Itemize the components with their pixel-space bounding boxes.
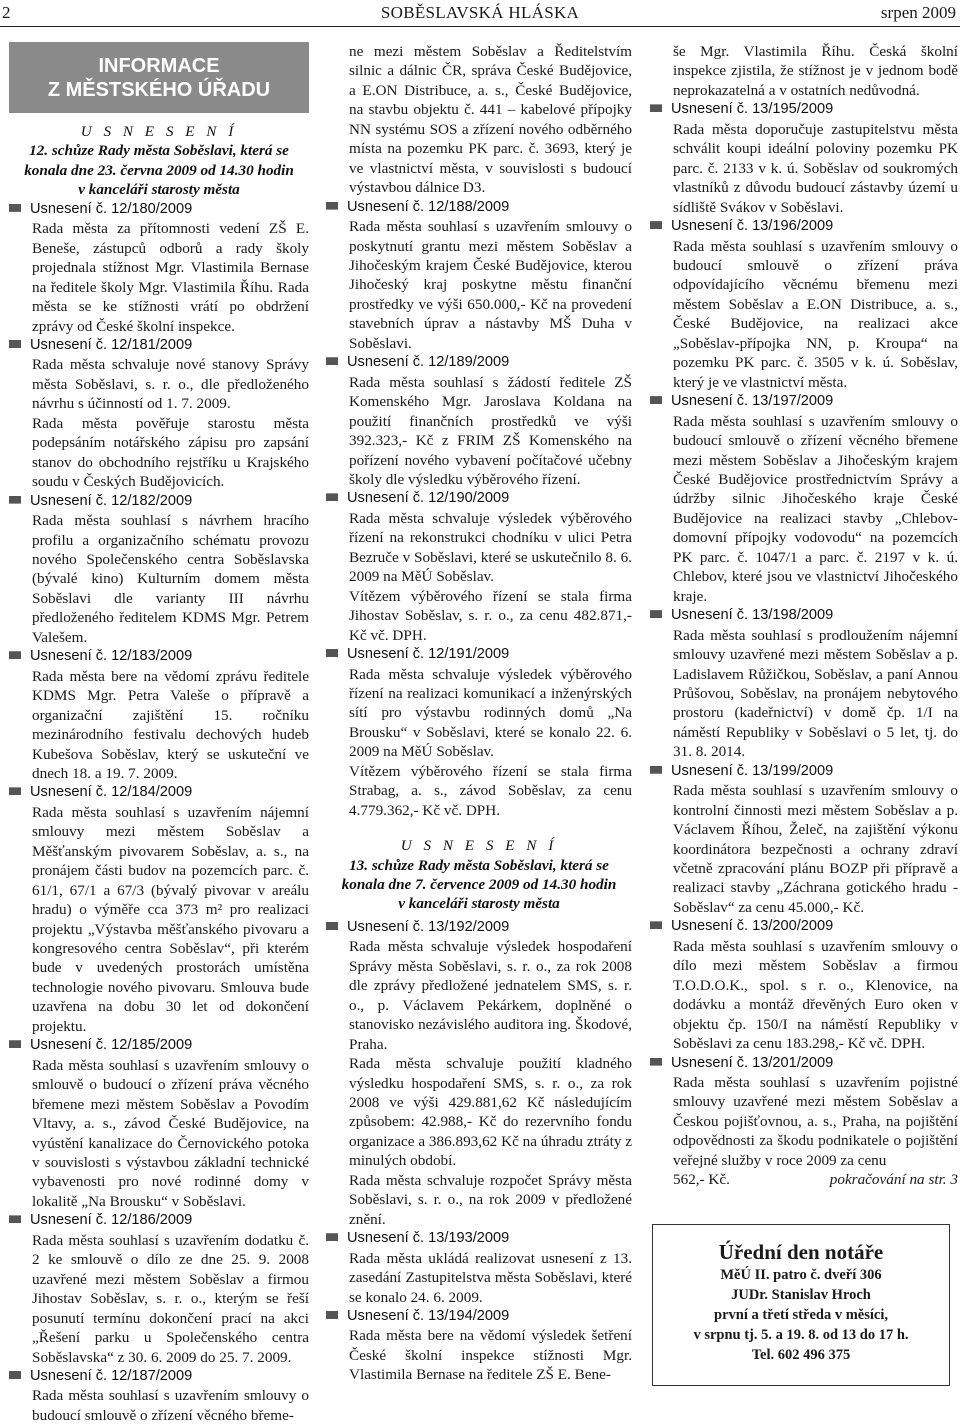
bullet-icon [650,766,662,774]
resolution-text: Rada města schvaluje nové stanovy Správy města Soběslavi, s. r. o., dle předloženého návrhu s účinností od 1. 7. 2009. [32,356,309,413]
usneseni-title: U S N E S E N Í [400,837,558,855]
meeting-line: konala dne 7. července 2009 od 14.30 hodin [341,876,617,894]
resolution-text: Rada města schvaluje použití kladného výsledku hospodaření SMS, s. r. o., za rok 2008 ve výši 429.881,62 Kč následujícím způsobem: 42.988,- Kč do rezervního fondu organizace a 386.893,62 Kč na úhradu ztráty z minulých období. [349,1055,632,1170]
bullet-icon [326,649,338,657]
resolution-text: Rada města souhlasí s uzavřením smlouvy o budoucí smlouvě o zřízení věcného břemene mezi městem Soběslav a Jihočeským krajem České Budějovice prostřednictvím Správy a údržby silnic Jihočeského kraje České Budějovice na realizaci stavby „Chlebov-domovní přípojky vodovodu“ na pozemcích PK parc. č. 1047/1 a parc. č. 2197 v k. ú. Chlebov, které jsou ve vlastnictví Jihočeského kraje. [673,412,958,605]
resolution-text: Rada města za přítomnosti vedení ZŠ E. Beneše, zástupců odborů a rady školy projednala stížnost Mgr. Vlastimila Bernase na ředitele školy Mgr. Vlastimila Říhu. Rada města se ke stížnosti vrátí po obdržení zprávy od České školní inspekce. [32,220,309,335]
bullet-icon [326,922,338,930]
resolution-title: Usnesení č. 13/198/2009 [650,606,958,625]
resolution-title: Usnesení č. 13/195/2009 [650,100,958,119]
resolution-title: Usnesení č. 12/188/2009 [326,198,632,217]
resolution-text: Rada města bere na vědomí výsledek šetření České školní inspekce stížnosti Mgr. Vlastimila Bernase na ředitele ZŠ E. Bene- [349,1327,632,1384]
bullet-icon [9,1040,21,1048]
issue-date: srpen 2009 [880,3,956,22]
bullet-icon [9,340,21,348]
resolution-text-continued: ne mezi městem Soběslav a Ředitelstvím silnic a dálnic ČR, správa České Budějovice, a E.ON Distribuce, a. s., České Budějovice, na stavbu objektu č. 441 – kabelové přípojky NN systému SOS a zřízení nového odběrného místa na pozemku PK parc. č. 3693, který je ve vlastnictví města, v souvislosti s budoucí výstavbou dálnice D3. [349,43,632,197]
resolution-text: Rada města souhlasí s uzavřením dodatku č. 2 ke smlouvě o dílo ze dne 25. 9. 2008 uzavřené mezi městem Soběslav a firmou Jihostav Soběslav, s. r. o., kterým se řeší posunutí termínu dokončení prací na akci „Řešení parku u Společenského centra Soběslavska“ z 30. 6. 2009 do 25. 7. 2009. [32,1231,309,1366]
resolution-title: Usnesení č. 12/184/2009 [9,783,309,802]
resolution-price: 562,- Kč. [673,1171,730,1189]
newspaper-title: SOBĚSLAVSKÁ HLÁSKA [380,3,580,22]
resolution-title: Usnesení č. 12/185/2009 [9,1036,309,1055]
bullet-icon [650,396,662,404]
column-1 [9,42,309,1425]
meeting-line: 13. schůze Rady města Soběslavi, která se [349,856,609,874]
resolution-title: Usnesení č. 13/197/2009 [650,392,958,411]
bullet-icon [9,1371,21,1379]
resolution-text: Rada města souhlasí s prodloužením nájemní smlouvy uzavřené mezi městem Soběslav a p. Ladislavem Růžičkou, Soběslav, a paní Annou Průšovou, Soběslav, na pronájem nebytového prostoru (kadeřnictví) v domě čp. 1/I na náměstí Republiky v Soběslavi o 5 let, tj. do 31. 8. 2014. [673,626,958,761]
column-2 [326,42,632,1385]
resolution-title: Usnesení č. 13/200/2009 [650,917,958,936]
resolution-title: Usnesení č. 12/186/2009 [9,1211,309,1230]
resolution-text-continued: še Mgr. Vlastimila Říhu. Česká školní inspekce zjistila, že stížnost je v jednom bodě neprokazatelná a v ostatních nedůvodná. [673,43,958,99]
resolution-title: Usnesení č. 12/189/2009 [326,353,632,372]
resolution-text: Rada města souhlasí s uzavřením smlouvy o budoucí smlouvě o zřízení věcného břeme- [32,1387,309,1424]
resolution-text: Rada města souhlasí s uzavřením smlouvy o dílo mezi městem Soběslav a firmou T.O.D.O.K., spol. s r. o., Klenovice, na dodávku a montáž dřevěných Euro oken v objektu čp. 150/I na náměstí Republiky v Soběslavi za cenu 183.298,- Kč vč. DPH. [673,937,958,1053]
resolution-text: Rada města schvaluje výsledek hospodaření Správy města Soběslavi, s. r. o., za rok 2008 dle zprávy předložené jednatelem SMS, s. r. o., p. Václavem Pekárkem, doplněné o stanovisko nezávislého auditora ing. Škodové, Praha. [349,938,632,1053]
resolution-text: Vítězem výběrového řízení se stala firma Strabag, a. s., závod Soběslav, za cenu 4.779.362,- Kč vč. DPH. [349,762,632,819]
resolution-text: Vítězem výběrového řízení se stala firma Jihostav Soběslav, s. r. o., za cenu 482.871,- Kč vč. DPH. [349,587,632,644]
notary-box [652,1224,950,1386]
resolution-title: Usnesení č. 13/199/2009 [650,762,958,781]
bullet-icon [9,496,21,504]
meeting-12-heading [9,122,309,200]
resolution-title: Usnesení č. 12/181/2009 [9,336,309,355]
bullet-icon [650,104,662,112]
resolution-text: Rada města ukládá realizovat usnesení z 13. zasedání Zastupitelstva města Soběslavi, které se konalo 24. 6. 2009. [349,1249,632,1306]
resolution-title: Usnesení č. 12/191/2009 [326,645,632,664]
bullet-icon [326,1311,338,1319]
page-number: 2 [2,3,11,22]
notary-title: Úřední den notáře [718,1240,884,1264]
bullet-icon [650,1058,662,1066]
section-banner-line1: INFORMACE [98,55,220,77]
bullet-icon [9,787,21,795]
bullet-icon [9,204,21,212]
notary-line: první a třetí středa v měsíci, [714,1307,888,1323]
bullet-icon [326,1233,338,1241]
usneseni-title: U S N E S E N Í [80,123,238,140]
meeting-line: v kanceláři starosty města [78,181,240,199]
resolution-text: Rada města souhlasí s uzavřením pojistné smlouvy uzavřené mezi městem Soběslav a Českou pojišťovnou, a. s., Praha, na pojištění odpovědnosti za škodu podnikatele o pojištění veřejné služby v roce 2009 za cenu [673,1074,958,1169]
meeting-13-heading [326,836,632,914]
bullet-icon [650,221,662,229]
bullet-icon [650,921,662,929]
notary-line: Tel. 602 496 375 [751,1347,851,1363]
resolution-text: Rada města souhlasí s uzavřením smlouvy o kontrolní činnosti mezi městem Soběslav a p. Václavem Říhou, Želeč, na zajištění výkonu koordinátora bezpečnosti a ochrany zdraví včetně zpracování plánu BOZP při přípravě a realizaci stavby „Záchrana gotického hradu - Soběslav“ za cenu 45.000,- Kč. [673,782,958,916]
resolution-title: Usnesení č. 12/180/2009 [9,200,309,219]
resolution-title: Usnesení č. 13/192/2009 [326,918,632,937]
notary-line: v srpnu tj. 5. a 19. 8. od 13 do 17 h. [693,1327,909,1343]
meeting-line: konala dne 23. června 2009 od 14.30 hodin [24,161,294,179]
notary-line: MěÚ II. patro č. dveří 306 [720,1267,882,1283]
resolution-title: Usnesení č. 13/196/2009 [650,217,958,236]
column-3 [650,42,958,1190]
bullet-icon [326,493,338,501]
bullet-icon [326,202,338,210]
section-banner-line2: Z MĚSTSKÉHO ÚŘADU [47,79,271,101]
resolution-last-line [650,1170,958,1189]
header-rule [0,26,960,27]
resolution-text: Rada města schvaluje výsledek výběrového řízení na realizaci komunikací a inženýrských sítí pro výstavbu rodinných domů „Na Brousku“ v Soběslavi, které se konalo 22. 6. 2009 na MěÚ Soběslav. [349,665,632,761]
bullet-icon [326,357,338,365]
resolution-text: Rada města schvaluje výsledek výběrového řízení na rekonstrukci chodníku v ulici Petra Bezruče v Soběslavi, které se uskutečnilo 8. 6. 2009 na MěÚ Soběslav. [349,509,632,586]
bullet-icon [650,610,662,618]
resolution-title: Usnesení č. 13/194/2009 [326,1307,632,1326]
resolution-text: Rada města pověřuje starostu města podepsáním notářského zápisu pro zapsání stanov do obchodního rejstříku u Krajského soudu v Českých Budějovicích. [32,414,309,491]
resolution-text: Rada města doporučuje zastupitelstvu města schválit koupi ideální poloviny pozemku PK parc. č. 2133 v k. ú. Soběslav od soukromých vlastníků z důvodu budoucí zástavby území u sídliště Svákov v Soběslavi. [673,120,958,216]
meeting-line: v kanceláři starosty města [398,895,560,913]
meeting-line: 12. schůze Rady města Soběslavi, která se [29,142,289,160]
resolution-title: Usnesení č. 12/187/2009 [9,1367,309,1386]
resolution-title: Usnesení č. 12/190/2009 [326,489,632,508]
bullet-icon [9,651,21,659]
continued-link[interactable]: pokračování na str. 3 [829,1171,958,1189]
resolution-title: Usnesení č. 13/201/2009 [650,1054,958,1073]
resolution-title: Usnesení č. 12/182/2009 [9,492,309,511]
section-banner [9,42,309,113]
resolution-text: Rada města souhlasí s uzavřením nájemní smlouvy mezi městem Soběslav a Měšťanským pivovarem Soběslav, a. s., na pronájem části budov na pozemcích parc. č. 61/1, 67/1 a 67/3 (bývalý pivovar v areálu hradu) o výměře cca 373 m² pro realizaci projektu „Výstavba měšťanského pivovaru a kongresového centra Soběslav“, při kterém bude v uvedených prostorách umístěna technologie nového pivovaru. Smlouva bude uzavřena na dobu 30 let od dokončení projektu. [32,803,309,1035]
resolution-text: Rada města souhlasí s uzavřením smlouvy o smlouvě o budoucí o zřízení práva věcného břemene mezi městem Soběslav a Povodím Vltavy, a. s., závod České Budějovice, na vyústění kanalizace do Černovického potoka v souvislosti s výstavbou základní technické vybavenosti pro nové rodinné domy v lokalitě „Na Brousku“ v Soběslavi. [32,1056,309,1210]
resolution-text: Rada města souhlasí s návrhem hracího profilu a organizačního schématu provozu nového Společenského centra Soběslavska (bývalé kino) Kulturním domem města Soběslavi dle varianty III návrhu předloženého ředitelem KDMS Mgr. Petrem Valešem. [32,512,309,646]
resolution-text: Rada města souhlasí s uzavřením smlouvy o budoucí smlouvě o zřízení práva odpovídajícího věcnému břemenu mezi městem Soběslav a E.ON Distribuce, a. s., České Budějovice, na realizaci akce „Soběslav-přípojka NN, p. Kroupa“ na pozemku PK parc. č. 3505 v k. ú. Soběslav, který je ve vlastnictví města. [673,237,958,391]
resolution-text: Rada města schvaluje rozpočet Správy města Soběslavi, s. r. o., na rok 2009 v předložené znění. [349,1171,632,1228]
resolution-title: Usnesení č. 12/183/2009 [9,647,309,666]
notary-line: JUDr. Stanislav Hroch [731,1287,871,1303]
resolution-text: Rada města bere na vědomí zprávu ředitele KDMS Mgr. Petra Valeše o přípravě a organizační zajištění 15. ročníku mezinárodního festivalu dechových hudeb Kubešova Soběslav, který se uskuteční ve dnech 18. a 19. 7. 2009. [32,667,309,782]
resolution-text: Rada města souhlasí s žádostí ředitele ZŠ Komenského Mgr. Jaroslava Koldana na použití finančních prostředků ve výši 392.323,- Kč z FRIM ZŠ Komenského na pořízení nového vybavení počítačové učebny školy dle výsledku výběrového řízení. [349,373,632,488]
bullet-icon [9,1215,21,1223]
resolution-text: Rada města souhlasí s uzavřením smlouvy o poskytnutí grantu mezi městem Soběslav a Jihočeským krajem České Budějovice, kterou Jihočeský kraj poskytne městu finanční prostředky ve výši 650.000,- Kč na provedení stavebních úprav a nástavby MŠ Duha v Soběslavi. [349,218,632,352]
resolution-title: Usnesení č. 13/193/2009 [326,1229,632,1248]
page-header [0,0,960,30]
